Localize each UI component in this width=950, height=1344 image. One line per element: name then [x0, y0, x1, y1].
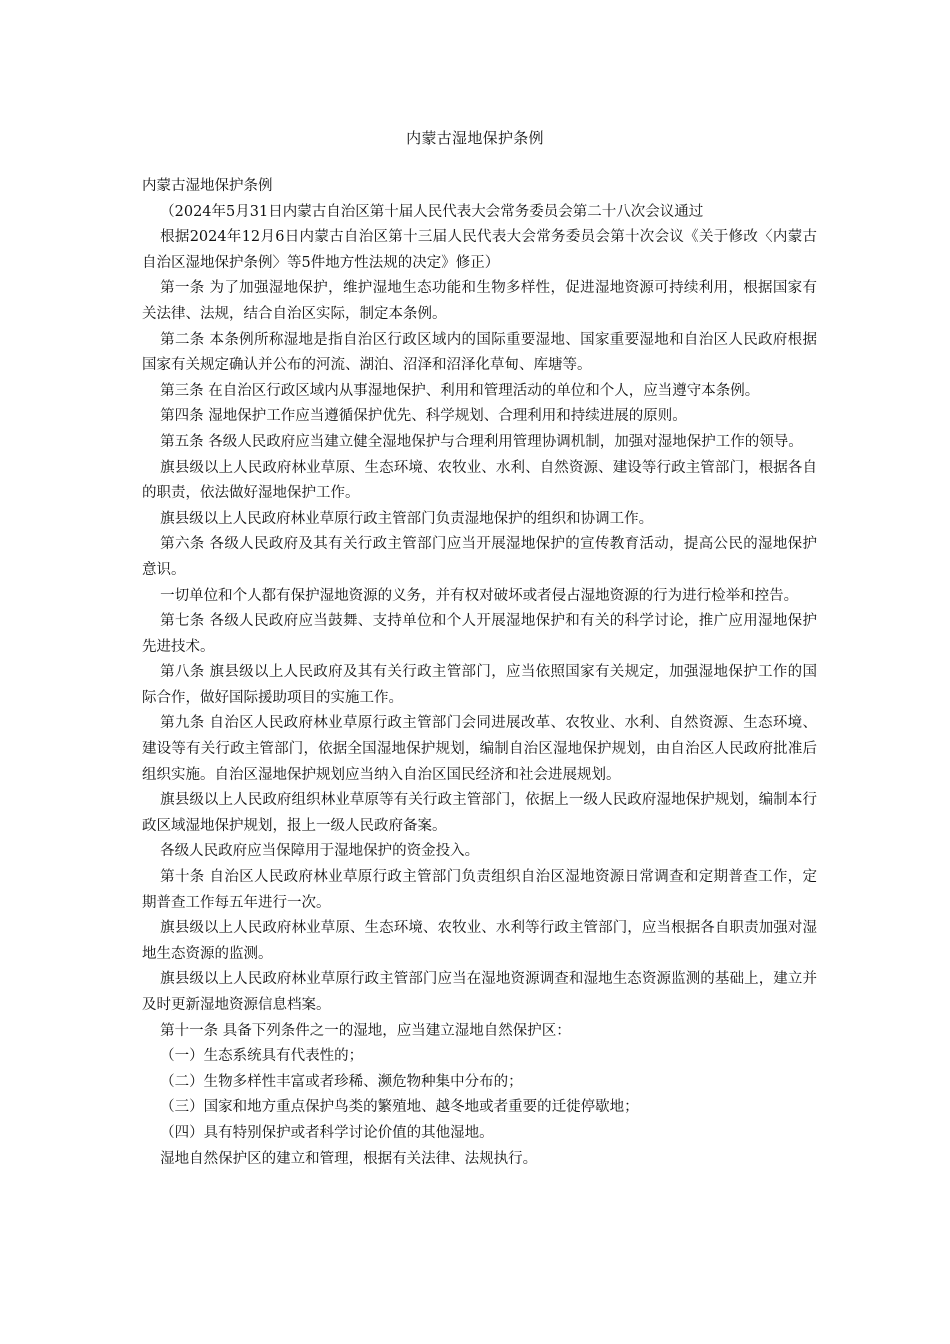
article-11-para-2: 湿地自然保护区的建立和管理，根据有关法律、法规执行。: [160, 1150, 538, 1167]
article-3: 第三条 在自治区行政区域内从事湿地保护、利用和管理活动的单位和个人，应当遵守本条例。: [160, 382, 760, 399]
article-10-para-3: 旗县级以上人民政府林业草原行政主管部门应当在湿地资源调查和湿地生态资源监测的基础上，建立并及时更新湿地资源信息档案。: [142, 971, 817, 1013]
article-7: 第七条 各级人民政府应当鼓舞、支持单位和个人开展湿地保护和有关的科学讨论，推广应用湿地保护先进技术。: [142, 613, 817, 655]
body-heading: 内蒙古湿地保护条例: [142, 178, 273, 194]
article-5-para-2: 旗县级以上人民政府林业草原、生态环境、农牧业、水利、自然资源、建设等行政主管部门，根据各自的职责，依法做好湿地保护工作。: [142, 459, 817, 502]
article-5-para-3: 旗县级以上人民政府林业草原行政主管部门负责湿地保护的组织和协调工作。: [160, 510, 654, 527]
article-10-para-2: 旗县级以上人民政府林业草原、生态环境、农牧业、水利等行政主管部门，应当根据各自职责加强对湿地生态资源的监测。: [142, 920, 817, 962]
article-9-para-2: 旗县级以上人民政府组织林业草原等有关行政主管部门，依据上一级人民政府湿地保护规划，编制本行政区域湿地保护规划，报上一级人民政府备案。: [142, 792, 817, 834]
article-1: 第一条 为了加强湿地保护，维护湿地生态功能和生物多样性，促进湿地资源可持续利用，根据国家有关法律、法规，结合自治区实际，制定本条例。: [142, 280, 817, 322]
article-11: 第十一条 具备下列条件之一的湿地，应当建立湿地自然保护区：: [160, 1022, 571, 1039]
article-9: 第九条 自治区人民政府林业草原行政主管部门会同进展改革、农牧业、水利、自然资源、生态环境、建设等有关行政主管部门，依据全国湿地保护规划，编制自治区湿地保护规划，由自治区人民政府批准后组织实施。自治区湿地保护规划应当纳入自治区国民经济和社会进展规划。: [142, 715, 817, 783]
article-6: 第六条 各级人民政府及其有关行政主管部门应当开展湿地保护的宣传教育活动，提高公民的湿地保护意识。: [142, 536, 817, 578]
article-11-item-4: （四）具有特别保护或者科学讨论价值的其他湿地。: [160, 1124, 494, 1141]
article-11-item-2: （二）生物多样性丰富或者珍稀、濒危物种集中分布的；: [160, 1073, 523, 1090]
article-8: 第八条 旗县级以上人民政府及其有关行政主管部门，应当依照国家有关规定，加强湿地保护工作的国际合作，做好国际援助项目的实施工作。: [142, 664, 817, 706]
amendment-note: 根据2024年12月6日内蒙古自治区第十三届人民代表大会常务委员会第十次会议《关于修改〈内蒙古自治区湿地保护条例〉等5件地方性法规的决定》修正）: [142, 229, 817, 271]
article-9-para-3: 各级人民政府应当保障用于湿地保护的资金投入。: [160, 843, 480, 860]
article-11-item-3: （三）国家和地方重点保护鸟类的繁殖地、越冬地或者重要的迁徙停歇地；: [160, 1099, 639, 1116]
document-body: [142, 174, 817, 1172]
adoption-note: （2024年5月31日内蒙古自治区第十届人民代表大会常务委员会第二十八次会议通过: [160, 203, 704, 220]
document-title: 内蒙古湿地保护条例: [406, 129, 544, 147]
article-6-para-2: 一切单位和个人都有保护湿地资源的义务，并有权对破坏或者侵占湿地资源的行为进行检举和控告。: [160, 587, 799, 604]
article-11-item-1: （一）生态系统具有代表性的；: [160, 1048, 364, 1065]
article-2: 第二条 本条例所称湿地是指自治区行政区域内的国际重要湿地、国家重要湿地和自治区人民政府根据国家有关规定确认并公布的河流、湖泊、沼泽和沼泽化草甸、库塘等。: [142, 331, 817, 374]
article-4: 第四条 湿地保护工作应当遵循保护优先、科学规划、合理利用和持续进展的原则。: [160, 408, 687, 425]
article-5: 第五条 各级人民政府应当建立健全湿地保护与合理利用管理协调机制，加强对湿地保护工作的领导。: [160, 433, 803, 450]
article-10: 第十条 自治区人民政府林业草原行政主管部门负责组织自治区湿地资源日常调查和定期普查工作，定期普查工作每五年进行一次。: [142, 869, 817, 911]
